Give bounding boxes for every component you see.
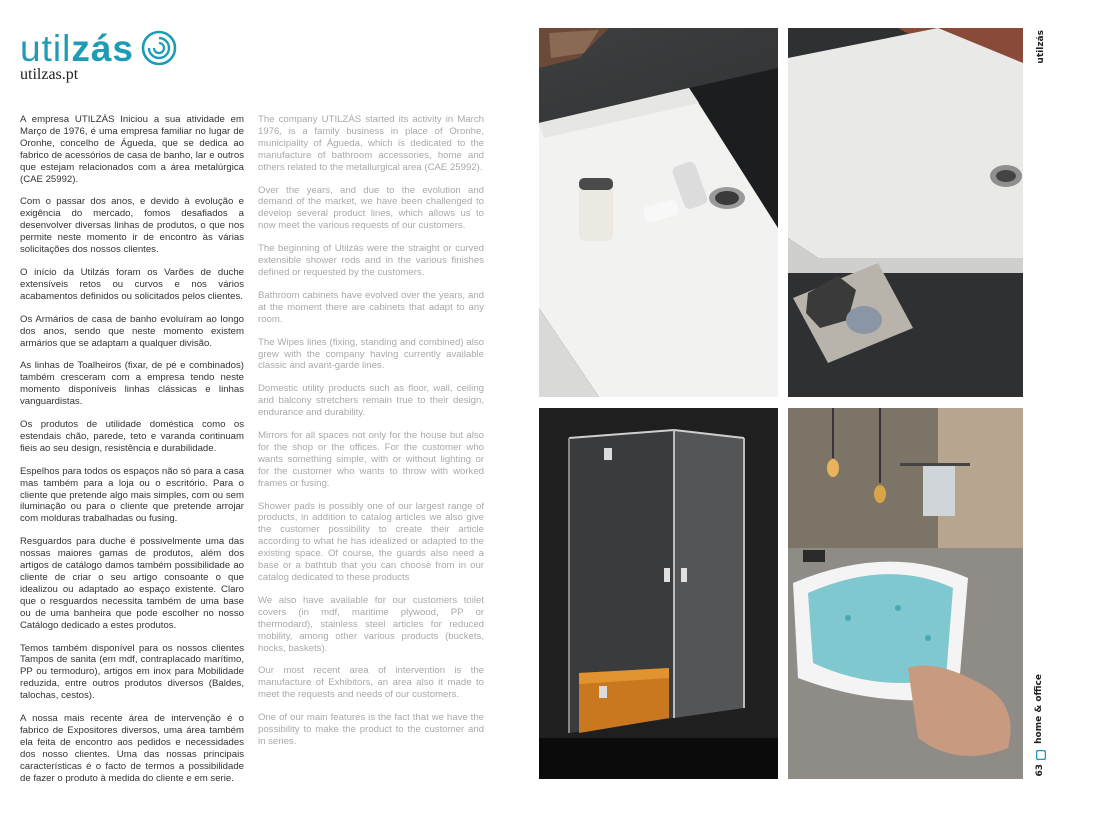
en-paragraph: Shower pads is possibly one of our largest range of products, in addition to catalog articles we also give the customer possibility to create their article according to what he has idealized or adapted to the existing space. Of course, the guards also need a base or a bathtub that you can choose from in our catalog dedicated to these products	[258, 500, 484, 583]
portuguese-text-column	[20, 114, 244, 796]
logo-wordmark: utilzás	[20, 27, 134, 69]
pt-paragraph: As linhas de Toalheiros (fixar, de pé e combinados) também cresceram com a empresa tendo neste momento disponíveis linhas clássicas e linhas vanguardistas.	[20, 360, 244, 408]
page-number: 63	[1035, 764, 1045, 777]
en-paragraph: One of our main features is the fact that we have the possibility to make the product to the customer and in series.	[258, 712, 484, 747]
website-url: utilzas.pt	[20, 66, 79, 83]
shower-tray-photo	[539, 28, 778, 397]
en-paragraph: The company UTILZÁS started its activity in March 1976, is a family business in place of Oronhe, municipality of Águeda, which is dedicated to the manufacture of bathroom accessories, home and others related to the metallurgical area (CAE 25992).	[258, 114, 484, 173]
en-paragraph: Over the years, and due to the evolution and demand of the market, we have been challenged to develop several product lines, which allows us to now meet the various requests of our customers.	[258, 184, 484, 232]
english-text-column	[258, 114, 484, 759]
en-paragraph: Bathroom cabinets have evolved over the years, and at the moment there are cabinets that adapt to any room.	[258, 289, 484, 325]
en-paragraph: Mirrors for all spaces not only for the house but also for the shop or the offices. For the customer who wants something simple, with or without lighting or for the customer who wants to throw with worked frames or fusing.	[258, 430, 484, 489]
pt-paragraph: Espelhos para todos os espaços não só para a casa mas também para a loja ou o escritório. Para o cliente que pretende algo mais simples, com ou sem iluminação ou para o cliente que pretende arrojar com molduras trabalhadas ou fusing.	[20, 465, 244, 525]
side-section-label	[1034, 668, 1048, 758]
jacuzzi-bathtub-photo	[788, 408, 1023, 779]
glass-shower-enclosure-photo	[539, 408, 778, 779]
en-paragraph: The Wipes lines (fixing, standing and combined) also grew with the company having currently available classic and avant-garde lines.	[258, 336, 484, 372]
shower-tray-accessories-photo	[788, 28, 1023, 397]
pt-paragraph: Temos também disponível para os nossos clientes Tampos de sanita (em mdf, contraplacado marítimo, PP ou termoduro), artigos em inox para Mobilidade reduzida, entre outros produtos diversos (Baldes, talochas, cestos).	[20, 642, 244, 702]
pt-paragraph: O início da Utilzás foram os Varões de duche extensíveis retos ou curvos e nos vários acabamentos definidos ou solicitados pelos clientes.	[20, 266, 244, 302]
en-paragraph: Our most recent area of intervention is the manufacture of Exhibitors, an area also it made to meet the requests and needs of our customers.	[258, 665, 484, 701]
side-brand-label: utilzás	[1036, 30, 1046, 64]
en-paragraph: We also have available for our customers toilet covers (in mdf, maritime plywood, PP or thermodard), stainless steel articles for reduced mobility, among other various products (buckets, hocks, baskets).	[258, 594, 484, 654]
section-square-icon	[1036, 750, 1046, 760]
pt-paragraph: A nossa mais recente área de intervenção é o fabrico de Expositores diversos, uma área também ela feita de encontro aos pedidos e necessidades dos nosso clientes. Uma das nossas principais características é o facto de termos a possibilidade de fazer o produto à medida do cliente e em serie.	[20, 713, 244, 784]
en-paragraph: The beginning of Utilzás were the straight or curved extensible shower rods and in the various finishes defined or requested by the customers.	[258, 243, 484, 278]
swirl-logo-icon	[140, 29, 178, 67]
utilzas-logo	[20, 26, 178, 70]
pt-paragraph: Os produtos de utilidade doméstica como os estendais chão, parede, teto e varanda continuam fieis ao seu design, resistência e durabilidade.	[20, 419, 244, 454]
section-label-text: home & office	[1034, 674, 1044, 744]
pt-paragraph: A empresa UTILZÁS Iniciou a sua atividade em Março de 1976, é uma empresa familiar no lugar de Oronhe, concelho de Águeda, que se dedica ao fabrico de acessórios de casa de banho, lar e outros que estejam relacionados com a área metalúrgica (CAE 25992).	[20, 114, 244, 185]
en-paragraph: Domestic utility products such as floor, wall, ceiling and balcony stretchers remain true to their design, endurance and durability.	[258, 383, 484, 419]
pt-paragraph: Resguardos para duche é possivelmente uma das nossas maiores gamas de produtos, além dos artigos de catálogo damos também possibilidade ao cliente de criar o seu artigo consoante o que idealizou ou adaptado ao espaço existente. Claro que o resguardos necessita também de uma base ou de uma banheira que pode escolher no nosso Catálogo dedicado a estes produtos.	[20, 536, 244, 631]
pt-paragraph: Com o passar dos anos, e devido à evolução e exigência do mercado, fomos desafiados a desenvolver diversas linhas de produtos, o que nos permite neste momento ir de encontro às várias solicitações dos nossos clientes.	[20, 196, 244, 256]
pt-paragraph: Os Armários de casa de banho evoluíram ao longo dos anos, sendo que neste momento existem armários que se adaptam a qualquer divisão.	[20, 313, 244, 349]
